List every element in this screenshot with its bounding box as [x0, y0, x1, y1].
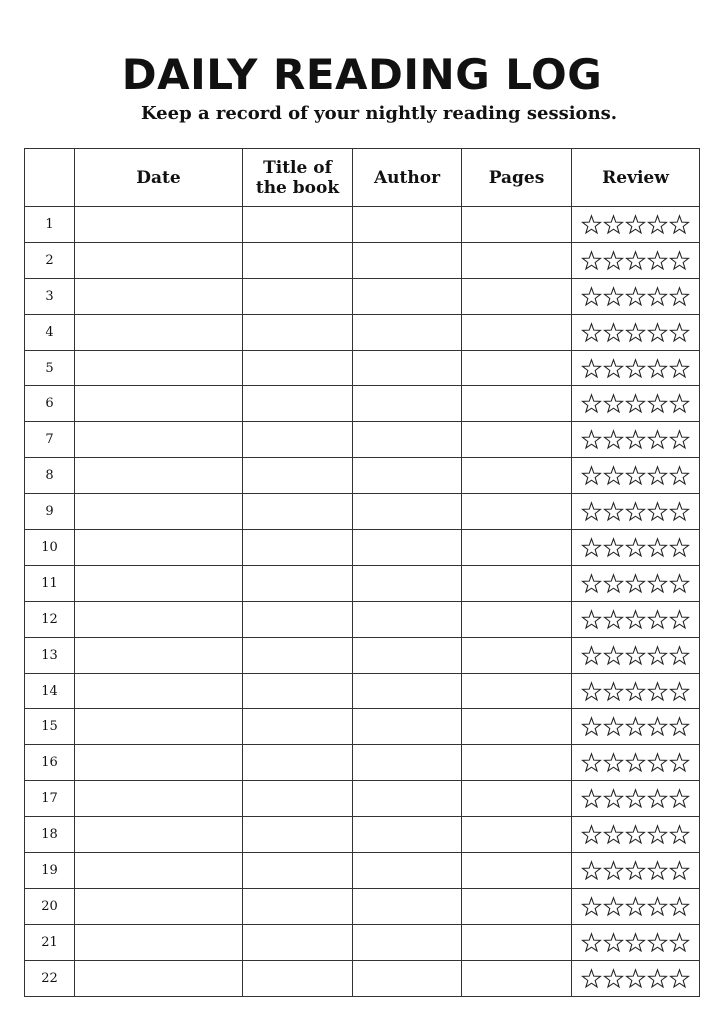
- date-cell[interactable]: [75, 565, 243, 601]
- table-body: [25, 207, 700, 997]
- review-cell: [572, 458, 700, 494]
- review-cell: [572, 709, 700, 745]
- star-outline-icon[interactable]: [625, 788, 646, 809]
- row-number: 19: [25, 853, 75, 889]
- star-outline-icon[interactable]: [581, 214, 602, 235]
- book-title-cell[interactable]: [243, 278, 353, 314]
- author-cell[interactable]: [353, 314, 462, 350]
- table-header-row: [25, 149, 700, 207]
- review-cell: [572, 530, 700, 566]
- star-outline-icon[interactable]: [581, 860, 602, 881]
- star-outline-icon[interactable]: [647, 393, 668, 414]
- star-outline-icon[interactable]: [647, 465, 668, 486]
- star-outline-icon[interactable]: [603, 716, 624, 737]
- author-cell[interactable]: [353, 888, 462, 924]
- row-number: 4: [25, 314, 75, 350]
- star-outline-icon[interactable]: [647, 429, 668, 450]
- date-cell[interactable]: [75, 709, 243, 745]
- author-cell[interactable]: [353, 422, 462, 458]
- star-outline-icon[interactable]: [603, 465, 624, 486]
- star-rating[interactable]: [581, 968, 690, 989]
- star-outline-icon[interactable]: [581, 573, 602, 594]
- author-cell[interactable]: [353, 709, 462, 745]
- date-cell[interactable]: [75, 314, 243, 350]
- column-header-review: Review: [572, 149, 700, 207]
- star-outline-icon[interactable]: [669, 860, 690, 881]
- pages-cell[interactable]: [462, 314, 572, 350]
- star-rating[interactable]: [581, 537, 690, 558]
- date-cell[interactable]: [75, 458, 243, 494]
- star-rating[interactable]: [581, 932, 690, 953]
- star-outline-icon[interactable]: [603, 968, 624, 989]
- star-outline-icon[interactable]: [625, 860, 646, 881]
- star-outline-icon[interactable]: [581, 250, 602, 271]
- table-row: [25, 458, 700, 494]
- row-number: 13: [25, 637, 75, 673]
- page-subtitle: Keep a record of your nightly reading sessions.: [140, 103, 618, 124]
- book-title-cell[interactable]: [243, 709, 353, 745]
- author-cell[interactable]: [353, 494, 462, 530]
- pages-cell[interactable]: [462, 494, 572, 530]
- review-cell: [572, 637, 700, 673]
- table-row: [25, 422, 700, 458]
- star-outline-icon[interactable]: [669, 681, 690, 702]
- book-title-cell[interactable]: [243, 853, 353, 889]
- review-cell: [572, 422, 700, 458]
- star-outline-icon[interactable]: [647, 573, 668, 594]
- star-outline-icon[interactable]: [669, 573, 690, 594]
- star-outline-icon[interactable]: [625, 681, 646, 702]
- book-title-cell[interactable]: [243, 924, 353, 960]
- review-cell: [572, 924, 700, 960]
- row-number: 12: [25, 601, 75, 637]
- star-outline-icon[interactable]: [669, 286, 690, 307]
- pages-cell[interactable]: [462, 817, 572, 853]
- star-outline-icon[interactable]: [647, 645, 668, 666]
- star-outline-icon[interactable]: [625, 501, 646, 522]
- star-outline-icon[interactable]: [603, 537, 624, 558]
- date-cell[interactable]: [75, 888, 243, 924]
- star-outline-icon[interactable]: [625, 752, 646, 773]
- book-title-cell[interactable]: [243, 422, 353, 458]
- pages-cell[interactable]: [462, 458, 572, 494]
- star-outline-icon[interactable]: [581, 465, 602, 486]
- star-outline-icon[interactable]: [581, 501, 602, 522]
- star-outline-icon[interactable]: [603, 214, 624, 235]
- row-number: 17: [25, 781, 75, 817]
- star-outline-icon[interactable]: [625, 896, 646, 917]
- book-title-cell[interactable]: [243, 242, 353, 278]
- date-cell[interactable]: [75, 278, 243, 314]
- star-outline-icon[interactable]: [625, 609, 646, 630]
- star-rating[interactable]: [581, 465, 690, 486]
- book-title-cell[interactable]: [243, 817, 353, 853]
- star-outline-icon[interactable]: [669, 214, 690, 235]
- star-outline-icon[interactable]: [647, 358, 668, 379]
- review-cell: [572, 781, 700, 817]
- star-rating[interactable]: [581, 824, 690, 845]
- book-title-cell[interactable]: [243, 637, 353, 673]
- row-number: 20: [25, 888, 75, 924]
- star-outline-icon[interactable]: [669, 968, 690, 989]
- review-cell: [572, 817, 700, 853]
- star-rating[interactable]: [581, 358, 690, 379]
- star-outline-icon[interactable]: [603, 501, 624, 522]
- row-number: 14: [25, 673, 75, 709]
- author-cell[interactable]: [353, 673, 462, 709]
- book-title-cell[interactable]: [243, 781, 353, 817]
- table-row: [25, 853, 700, 889]
- star-outline-icon[interactable]: [625, 286, 646, 307]
- table-row: [25, 709, 700, 745]
- star-outline-icon[interactable]: [603, 609, 624, 630]
- table-row: [25, 565, 700, 601]
- date-cell[interactable]: [75, 530, 243, 566]
- author-cell[interactable]: [353, 637, 462, 673]
- review-cell: [572, 278, 700, 314]
- star-outline-icon[interactable]: [625, 537, 646, 558]
- column-header-date: Date: [75, 149, 243, 207]
- book-title-cell[interactable]: [243, 207, 353, 243]
- author-cell[interactable]: [353, 386, 462, 422]
- author-cell[interactable]: [353, 565, 462, 601]
- table-row: [25, 530, 700, 566]
- star-outline-icon[interactable]: [603, 645, 624, 666]
- book-title-cell[interactable]: [243, 565, 353, 601]
- row-number: 10: [25, 530, 75, 566]
- table-row: [25, 637, 700, 673]
- star-outline-icon[interactable]: [669, 429, 690, 450]
- star-outline-icon[interactable]: [603, 932, 624, 953]
- star-outline-icon[interactable]: [669, 322, 690, 343]
- date-cell[interactable]: [75, 817, 243, 853]
- row-number: 2: [25, 242, 75, 278]
- row-number: 6: [25, 386, 75, 422]
- star-outline-icon[interactable]: [625, 358, 646, 379]
- book-title-cell[interactable]: [243, 888, 353, 924]
- star-outline-icon[interactable]: [625, 573, 646, 594]
- star-outline-icon[interactable]: [603, 573, 624, 594]
- star-outline-icon[interactable]: [669, 788, 690, 809]
- star-outline-icon[interactable]: [603, 681, 624, 702]
- book-title-cell[interactable]: [243, 350, 353, 386]
- reading-log-table: [24, 148, 700, 997]
- star-outline-icon[interactable]: [581, 968, 602, 989]
- star-outline-icon[interactable]: [647, 932, 668, 953]
- star-outline-icon[interactable]: [603, 896, 624, 917]
- row-number: 8: [25, 458, 75, 494]
- row-number: 11: [25, 565, 75, 601]
- star-outline-icon[interactable]: [647, 214, 668, 235]
- author-cell[interactable]: [353, 242, 462, 278]
- star-rating[interactable]: [581, 429, 690, 450]
- star-rating[interactable]: [581, 860, 690, 881]
- table-row: [25, 673, 700, 709]
- book-title-cell[interactable]: [243, 530, 353, 566]
- date-cell[interactable]: [75, 673, 243, 709]
- date-cell[interactable]: [75, 494, 243, 530]
- review-cell: [572, 853, 700, 889]
- review-cell: [572, 601, 700, 637]
- review-cell: [572, 960, 700, 996]
- author-cell[interactable]: [353, 745, 462, 781]
- column-header-author: Author: [353, 149, 462, 207]
- star-outline-icon[interactable]: [647, 716, 668, 737]
- row-number: 1: [25, 207, 75, 243]
- star-outline-icon[interactable]: [603, 286, 624, 307]
- date-cell[interactable]: [75, 207, 243, 243]
- star-outline-icon[interactable]: [647, 752, 668, 773]
- star-outline-icon[interactable]: [669, 537, 690, 558]
- star-outline-icon[interactable]: [669, 393, 690, 414]
- book-title-cell[interactable]: [243, 673, 353, 709]
- date-cell[interactable]: [75, 924, 243, 960]
- author-cell[interactable]: [353, 853, 462, 889]
- book-title-cell[interactable]: [243, 494, 353, 530]
- star-rating[interactable]: [581, 501, 690, 522]
- row-number: 22: [25, 960, 75, 996]
- star-rating[interactable]: [581, 609, 690, 630]
- star-outline-icon[interactable]: [647, 250, 668, 271]
- date-cell[interactable]: [75, 853, 243, 889]
- star-outline-icon[interactable]: [669, 645, 690, 666]
- date-cell[interactable]: [75, 386, 243, 422]
- star-rating[interactable]: [581, 573, 690, 594]
- book-title-cell[interactable]: [243, 458, 353, 494]
- table-row: [25, 924, 700, 960]
- pages-cell[interactable]: [462, 242, 572, 278]
- star-outline-icon[interactable]: [669, 250, 690, 271]
- table-row: [25, 601, 700, 637]
- table-row: [25, 745, 700, 781]
- star-outline-icon[interactable]: [625, 250, 646, 271]
- review-cell: [572, 207, 700, 243]
- table-row: [25, 494, 700, 530]
- star-outline-icon[interactable]: [647, 896, 668, 917]
- date-cell[interactable]: [75, 601, 243, 637]
- author-cell[interactable]: [353, 960, 462, 996]
- pages-cell[interactable]: [462, 422, 572, 458]
- column-header-title: Title of the book: [243, 149, 353, 207]
- pages-cell[interactable]: [462, 278, 572, 314]
- star-outline-icon[interactable]: [647, 501, 668, 522]
- star-outline-icon[interactable]: [669, 932, 690, 953]
- date-cell[interactable]: [75, 422, 243, 458]
- star-outline-icon[interactable]: [581, 393, 602, 414]
- column-header-pages: Pages: [462, 149, 572, 207]
- pages-cell[interactable]: [462, 745, 572, 781]
- date-cell[interactable]: [75, 960, 243, 996]
- row-number: 5: [25, 350, 75, 386]
- star-outline-icon[interactable]: [669, 824, 690, 845]
- pages-cell[interactable]: [462, 350, 572, 386]
- star-outline-icon[interactable]: [669, 501, 690, 522]
- star-outline-icon[interactable]: [669, 609, 690, 630]
- star-outline-icon[interactable]: [581, 286, 602, 307]
- star-outline-icon[interactable]: [603, 322, 624, 343]
- pages-cell[interactable]: [462, 601, 572, 637]
- star-outline-icon[interactable]: [647, 286, 668, 307]
- pages-cell[interactable]: [462, 781, 572, 817]
- star-outline-icon[interactable]: [647, 609, 668, 630]
- review-cell: [572, 745, 700, 781]
- pages-cell[interactable]: [462, 709, 572, 745]
- star-rating[interactable]: [581, 752, 690, 773]
- table-row: [25, 242, 700, 278]
- date-cell[interactable]: [75, 781, 243, 817]
- star-outline-icon[interactable]: [625, 465, 646, 486]
- row-number: 18: [25, 817, 75, 853]
- star-outline-icon[interactable]: [647, 788, 668, 809]
- star-rating[interactable]: [581, 716, 690, 737]
- star-outline-icon[interactable]: [625, 716, 646, 737]
- star-outline-icon[interactable]: [581, 932, 602, 953]
- star-outline-icon[interactable]: [581, 716, 602, 737]
- page-title: DAILY READING LOG: [121, 50, 603, 99]
- book-title-cell[interactable]: [243, 745, 353, 781]
- star-rating[interactable]: [581, 322, 690, 343]
- star-outline-icon[interactable]: [603, 788, 624, 809]
- book-title-cell[interactable]: [243, 960, 353, 996]
- star-outline-icon[interactable]: [625, 322, 646, 343]
- author-cell[interactable]: [353, 458, 462, 494]
- star-rating[interactable]: [581, 393, 690, 414]
- pages-cell[interactable]: [462, 637, 572, 673]
- author-cell[interactable]: [353, 278, 462, 314]
- row-number: 16: [25, 745, 75, 781]
- star-outline-icon[interactable]: [581, 896, 602, 917]
- pages-cell[interactable]: [462, 853, 572, 889]
- review-cell: [572, 494, 700, 530]
- star-outline-icon[interactable]: [647, 968, 668, 989]
- table-row: [25, 278, 700, 314]
- review-cell: [572, 314, 700, 350]
- star-outline-icon[interactable]: [625, 214, 646, 235]
- pages-cell[interactable]: [462, 888, 572, 924]
- star-outline-icon[interactable]: [669, 465, 690, 486]
- review-cell: [572, 386, 700, 422]
- star-rating[interactable]: [581, 788, 690, 809]
- star-outline-icon[interactable]: [581, 645, 602, 666]
- star-outline-icon[interactable]: [581, 788, 602, 809]
- row-number: 21: [25, 924, 75, 960]
- author-cell[interactable]: [353, 601, 462, 637]
- book-title-cell[interactable]: [243, 386, 353, 422]
- star-rating[interactable]: [581, 286, 690, 307]
- star-outline-icon[interactable]: [581, 609, 602, 630]
- author-cell[interactable]: [353, 817, 462, 853]
- star-outline-icon[interactable]: [647, 860, 668, 881]
- star-rating[interactable]: [581, 250, 690, 271]
- star-outline-icon[interactable]: [625, 824, 646, 845]
- star-rating[interactable]: [581, 896, 690, 917]
- book-title-cell[interactable]: [243, 601, 353, 637]
- review-cell: [572, 673, 700, 709]
- table-row: [25, 817, 700, 853]
- star-outline-icon[interactable]: [603, 358, 624, 379]
- table-row: [25, 314, 700, 350]
- author-cell[interactable]: [353, 781, 462, 817]
- star-rating[interactable]: [581, 645, 690, 666]
- review-cell: [572, 888, 700, 924]
- star-outline-icon[interactable]: [669, 716, 690, 737]
- row-number: 3: [25, 278, 75, 314]
- pages-cell[interactable]: [462, 960, 572, 996]
- pages-cell[interactable]: [462, 673, 572, 709]
- review-cell: [572, 565, 700, 601]
- star-outline-icon[interactable]: [603, 250, 624, 271]
- star-outline-icon[interactable]: [603, 393, 624, 414]
- star-outline-icon[interactable]: [581, 537, 602, 558]
- date-cell[interactable]: [75, 745, 243, 781]
- star-outline-icon[interactable]: [581, 429, 602, 450]
- star-rating[interactable]: [581, 214, 690, 235]
- date-cell[interactable]: [75, 350, 243, 386]
- star-outline-icon[interactable]: [625, 645, 646, 666]
- star-outline-icon[interactable]: [625, 393, 646, 414]
- star-outline-icon[interactable]: [647, 824, 668, 845]
- star-outline-icon[interactable]: [625, 968, 646, 989]
- star-outline-icon[interactable]: [647, 537, 668, 558]
- star-outline-icon[interactable]: [669, 752, 690, 773]
- pages-cell[interactable]: [462, 565, 572, 601]
- table-row: [25, 960, 700, 996]
- star-outline-icon[interactable]: [603, 752, 624, 773]
- pages-cell[interactable]: [462, 386, 572, 422]
- table-row: [25, 350, 700, 386]
- table-row: [25, 781, 700, 817]
- pages-cell[interactable]: [462, 530, 572, 566]
- star-outline-icon[interactable]: [647, 322, 668, 343]
- date-cell[interactable]: [75, 637, 243, 673]
- book-title-cell[interactable]: [243, 314, 353, 350]
- row-number: 15: [25, 709, 75, 745]
- author-cell[interactable]: [353, 530, 462, 566]
- star-outline-icon[interactable]: [603, 824, 624, 845]
- review-cell: [572, 242, 700, 278]
- pages-cell[interactable]: [462, 207, 572, 243]
- star-outline-icon[interactable]: [669, 896, 690, 917]
- table-row: [25, 888, 700, 924]
- table-row: [25, 207, 700, 243]
- date-cell[interactable]: [75, 242, 243, 278]
- table-row: [25, 386, 700, 422]
- pages-cell[interactable]: [462, 924, 572, 960]
- column-header-number: [25, 149, 75, 207]
- review-cell: [572, 350, 700, 386]
- star-outline-icon[interactable]: [625, 429, 646, 450]
- row-number: 7: [25, 422, 75, 458]
- author-cell[interactable]: [353, 924, 462, 960]
- star-outline-icon[interactable]: [581, 681, 602, 702]
- star-outline-icon[interactable]: [603, 429, 624, 450]
- star-outline-icon[interactable]: [581, 322, 602, 343]
- author-cell[interactable]: [353, 350, 462, 386]
- star-outline-icon[interactable]: [581, 358, 602, 379]
- star-rating[interactable]: [581, 681, 690, 702]
- star-outline-icon[interactable]: [669, 358, 690, 379]
- author-cell[interactable]: [353, 207, 462, 243]
- star-outline-icon[interactable]: [647, 681, 668, 702]
- star-outline-icon[interactable]: [625, 932, 646, 953]
- star-outline-icon[interactable]: [581, 824, 602, 845]
- row-number: 9: [25, 494, 75, 530]
- star-outline-icon[interactable]: [603, 860, 624, 881]
- star-outline-icon[interactable]: [581, 752, 602, 773]
